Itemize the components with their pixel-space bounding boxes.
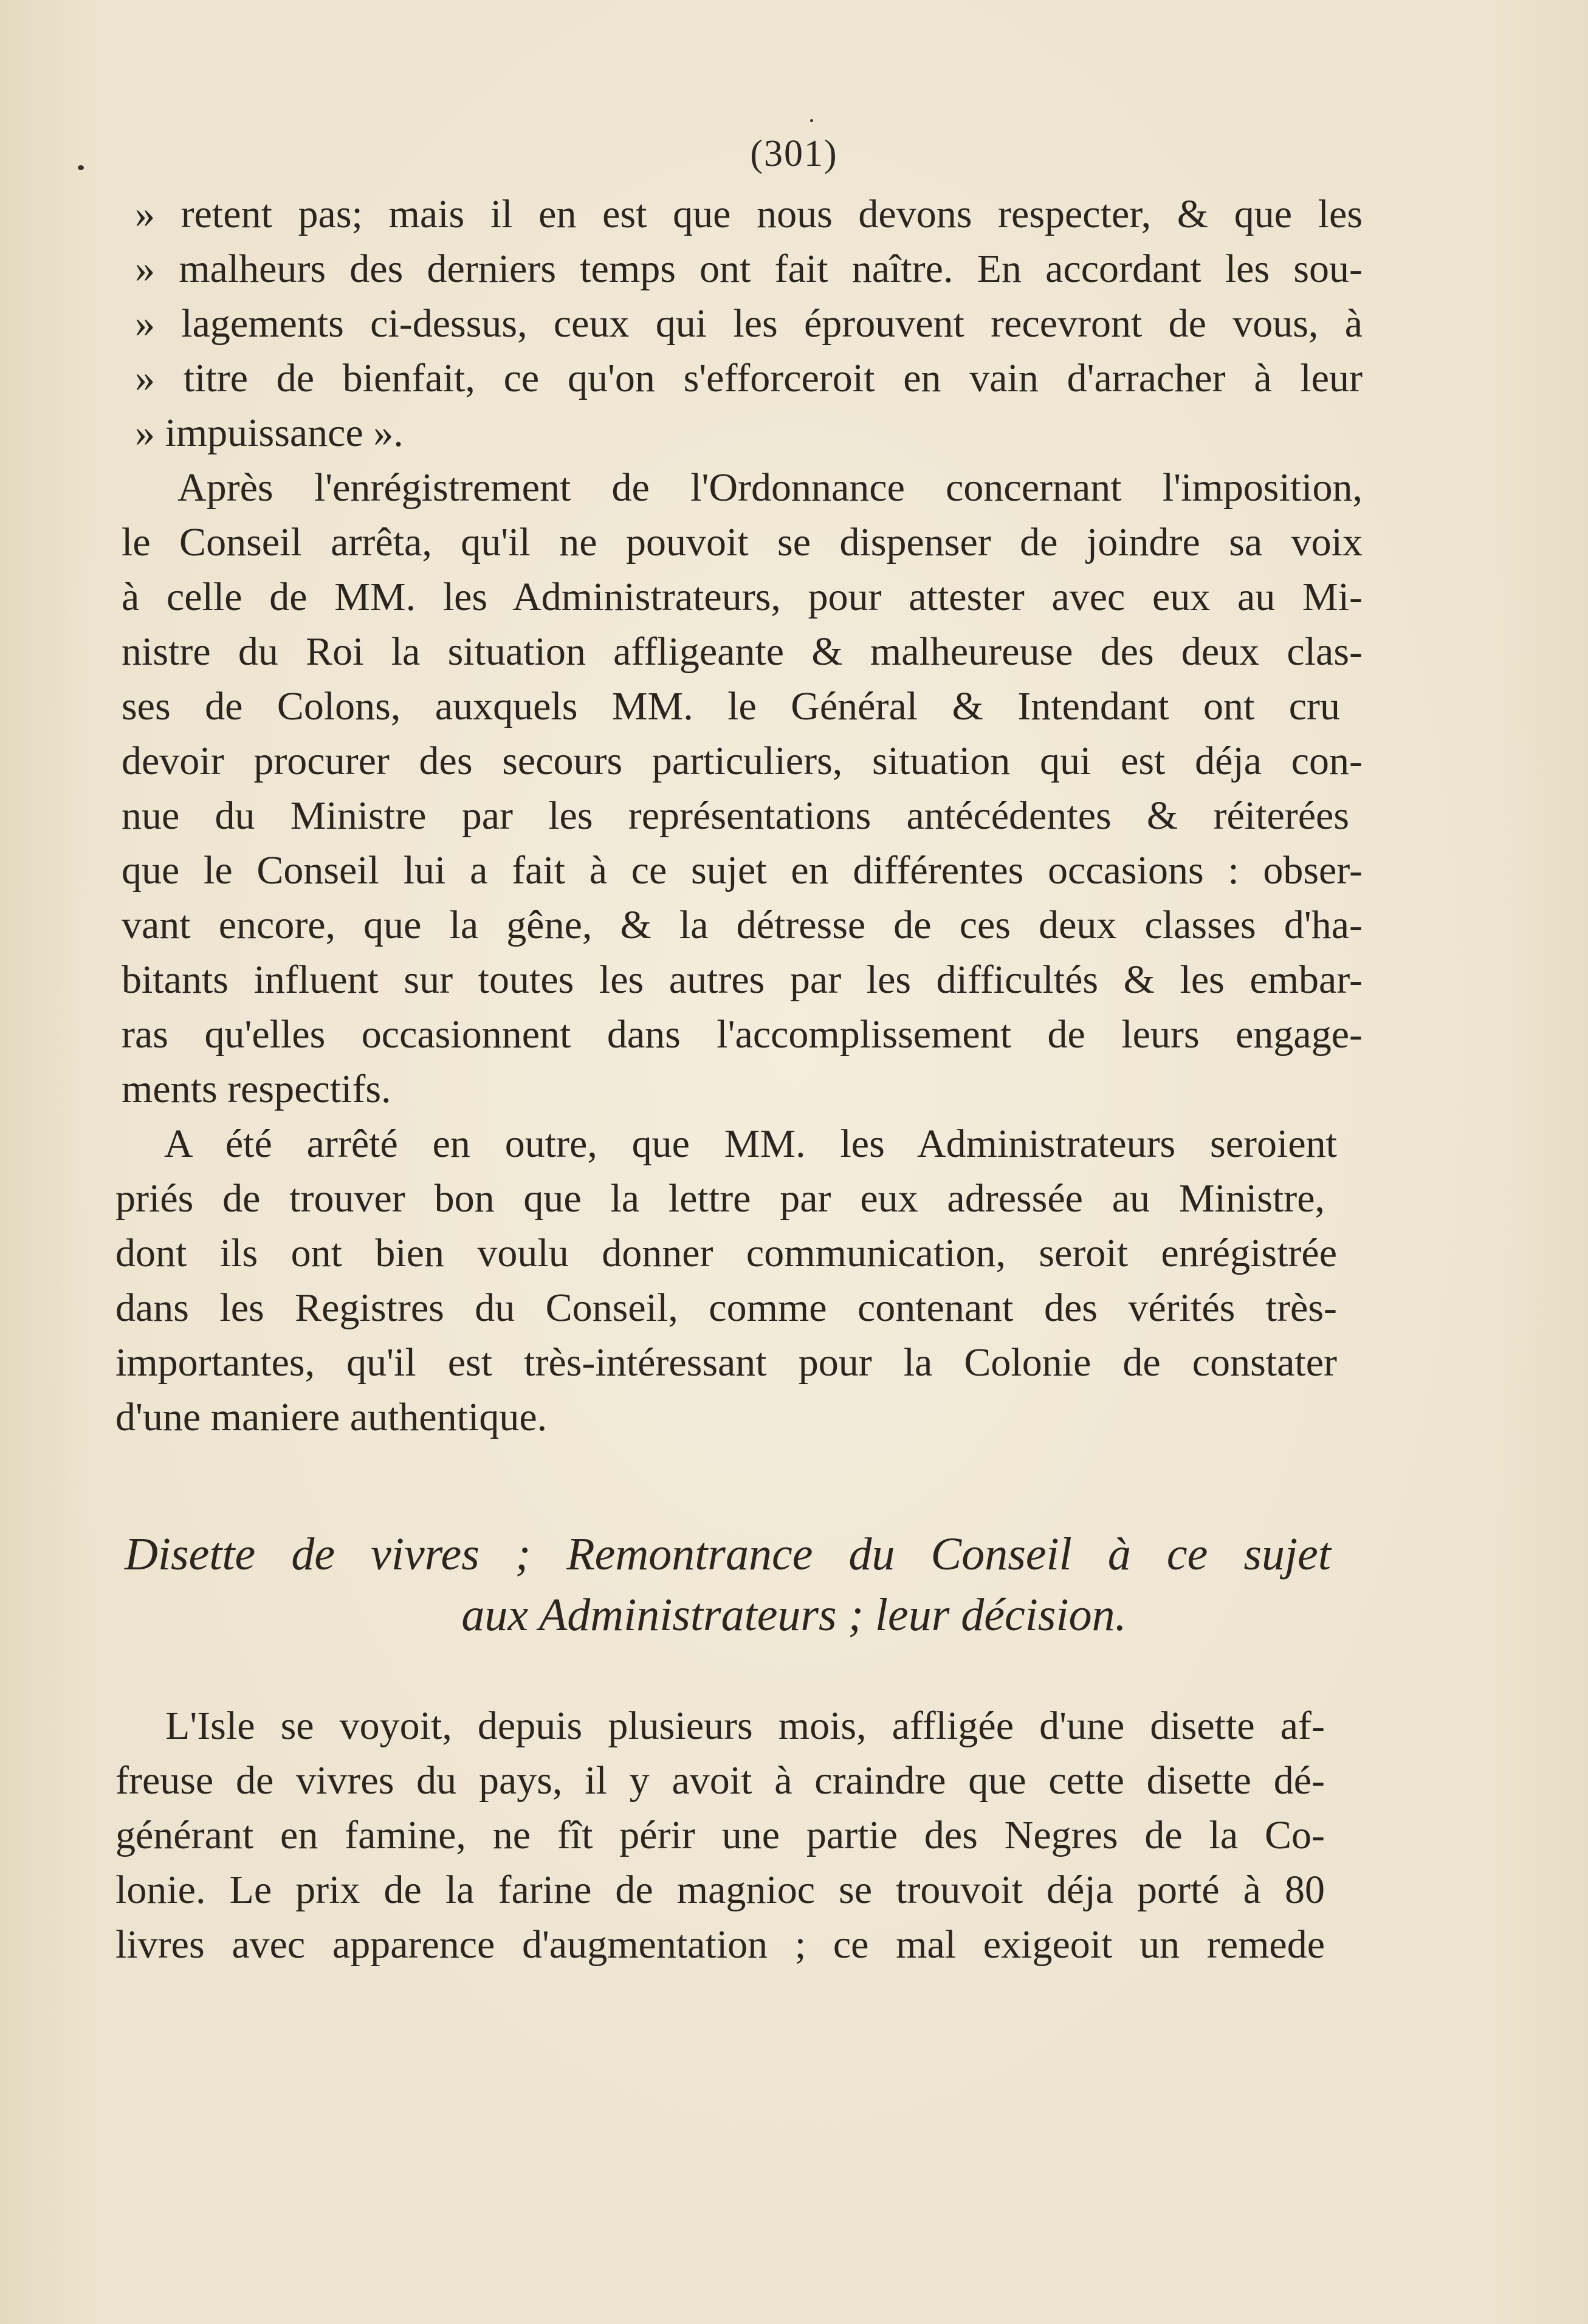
text-line: importantes, qu'il est très-intéressant pour la Colonie de constater xyxy=(115,1340,1337,1385)
text-line: ses de Colons, auxquels MM. le Général & Intendant ont cru xyxy=(122,684,1340,728)
text-line: freuse de vivres du pays, il y avoit à craindre que cette disette dé- xyxy=(115,1758,1325,1803)
text-line: vant encore, que la gêne, & la détresse de ces deux classes d'ha- xyxy=(122,903,1363,947)
text-line: » impuissance ». xyxy=(135,411,404,455)
text-line: que le Conseil lui a fait à ce sujet en différentes occasions : obser- xyxy=(122,848,1363,893)
text-line: nue du Ministre par les représentations antécédentes & réiterées xyxy=(122,794,1349,838)
heading-line: Disette de vivres ; Remontrance du Conseil à ce sujet xyxy=(125,1529,1331,1580)
text-line: » malheurs des derniers temps ont fait naître. En accordant les sou- xyxy=(135,247,1363,291)
text-line: dans les Registres du Conseil, comme contenant des vérités très- xyxy=(115,1286,1337,1330)
text-line: ments respectifs. xyxy=(122,1067,391,1111)
text-line: » lagements ci-dessus, ceux qui les éprouvent recevront de vous, à xyxy=(135,301,1363,346)
text-line: ras qu'elles occasionnent dans l'accomplissement de leurs engage- xyxy=(122,1012,1363,1057)
bleed-through-text xyxy=(681,419,845,461)
text-line: bitants influent sur toutes les autres par les difficultés & les embar- xyxy=(122,958,1363,1002)
text-line: L'Isle se voyoit, depuis plusieurs mois, affligée d'une disette af- xyxy=(165,1704,1325,1748)
text-line: A été arrêté en outre, que MM. les Administrateurs seroient xyxy=(164,1122,1337,1166)
heading-line: aux Administrateurs ; leur décision. xyxy=(461,1589,1127,1640)
text-line: le Conseil arrêta, qu'il ne pouvoit se dispenser de joindre sa voix xyxy=(122,520,1363,564)
text-line: dont ils ont bien voulu donner communication, seroit enrégistrée xyxy=(115,1231,1337,1275)
text-line: devoir procurer des secours particuliers, situation qui est déja con- xyxy=(122,739,1363,783)
text-line: nistre du Roi la situation affligeante & malheureuse des deux clas- xyxy=(122,629,1363,674)
ink-speck xyxy=(810,119,813,122)
text-line: à celle de MM. les Administrateurs, pour attester avec eux au Mi- xyxy=(122,575,1363,619)
text-line: priés de trouver bon que la lettre par eux adressée au Ministre, xyxy=(115,1176,1325,1221)
text-line: d'une maniere authentique. xyxy=(115,1395,548,1439)
page-number: (301) xyxy=(750,133,838,174)
text-line: Après l'enrégistrement de l'Ordonnance concernant l'imposition, xyxy=(177,465,1363,510)
text-line: » titre de bienfait, ce qu'on s'efforceroit en vain d'arracher à leur xyxy=(135,356,1363,400)
text-line: livres avec apparence d'augmentation ; ce mal exigeoit un remede xyxy=(115,1922,1325,1967)
text-line: générant en famine, ne fît périr une partie des Negres de la Co- xyxy=(115,1813,1325,1857)
text-line: lonie. Le prix de la farine de magnioc se trouvoit déja porté à 80 xyxy=(115,1868,1325,1912)
text-line: » retent pas; mais il en est que nous devons respecter, & que les xyxy=(135,192,1363,236)
